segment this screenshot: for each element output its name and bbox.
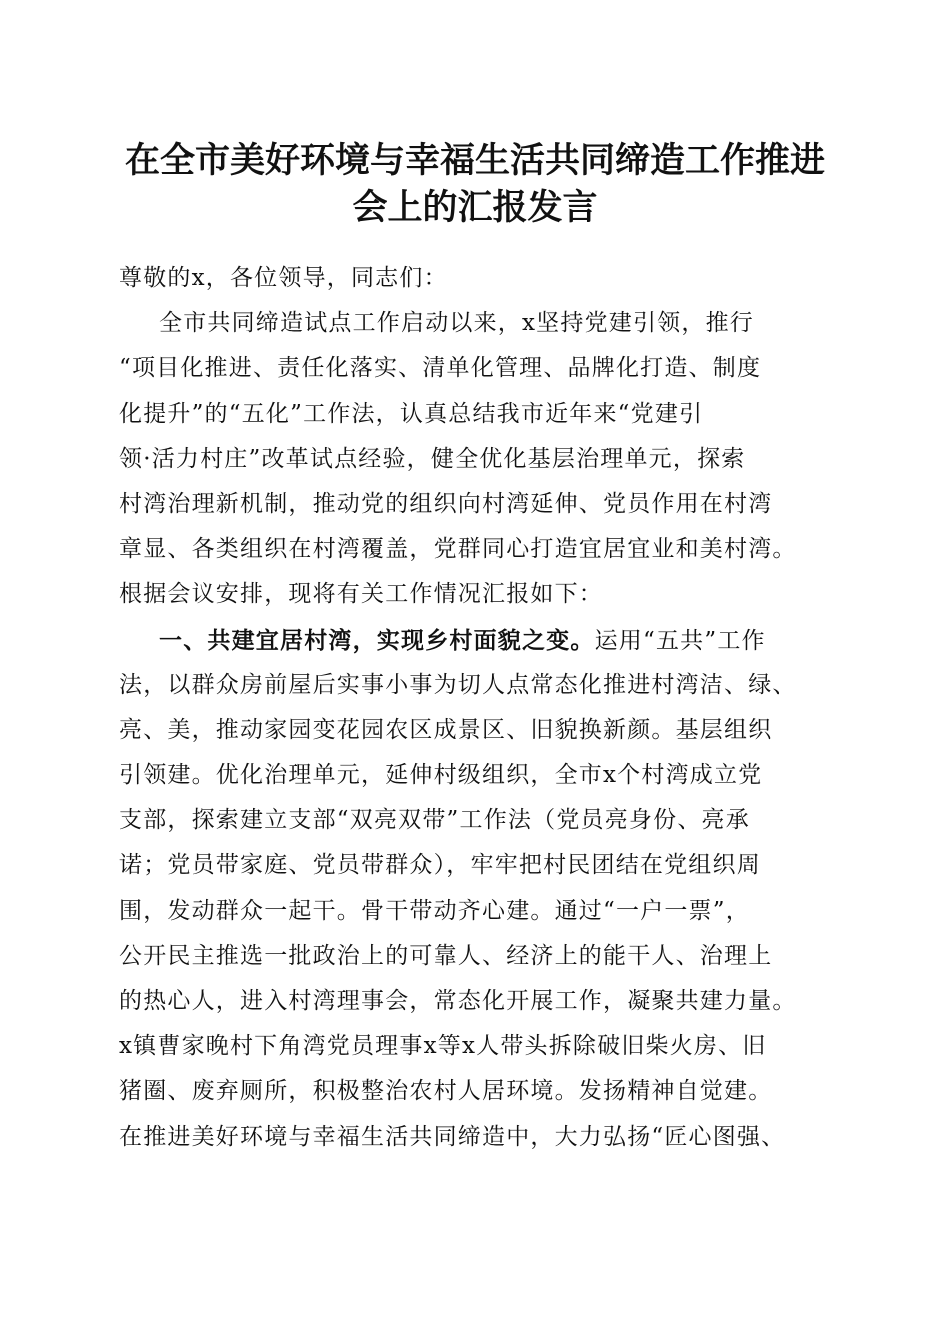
section-1-line: 支部，探索建立支部“双亮双带”工作法（党员亮身份、亮承 (119, 807, 750, 834)
section-1-line: 法，以群众房前屋后实事小事为切人点常态化推进村湾洁、绿、 (119, 671, 797, 698)
intro-line: 化提升”的“五化”工作法，认真总结我市近年来“党建引 (119, 400, 704, 427)
section-1-first-line-rest: 运用“五共”工作 (594, 627, 766, 654)
section-1-line: 围，发动群众一起干。骨干带动齐心建。通过“一户一票”， (119, 897, 750, 924)
intro-line: 村湾治理新机制，推动党的组织向村湾延伸、党员作用在村湾 (119, 490, 773, 517)
section-1-heading: 一、共建宜居村湾，实现乡村面貌之变。 (159, 626, 595, 654)
intro-line: 章显、各类组织在村湾覆盖，党群同心打造宜居宜业和美村湾。 (119, 536, 797, 563)
salutation: 尊敬的x，各位领导，同志们： (119, 265, 448, 291)
document-body (119, 256, 839, 1160)
section-1-line: 的热心人，进入村湾理事会，常态化开展工作，凝聚共建力量。 (119, 988, 797, 1014)
section-1-line: 公开民主推选一批政治上的可靠人、经济上的能干人、治理上 (119, 942, 773, 969)
document-title (0, 137, 950, 231)
intro-line: 领·活力村庄”改革试点经验，健全优化基层治理单元，探索 (119, 445, 746, 472)
section-1-line: 引领建。优化治理单元，延伸村级组织，全市x个村湾成立党 (119, 762, 763, 789)
section-1-line: 猪圈、废弃厕所，积极整治农村人居环境。发扬精神自觉建。 (119, 1078, 773, 1105)
section-1-line: 诺；党员带家庭、党员带群众），牢牢把村民团结在党组织周 (119, 852, 761, 879)
title-line-2: 会上的汇报发言 (352, 187, 598, 228)
section-1-line: 在推进美好环境与幸福生活共同缔造中，大力弘扬“匠心图强、 (119, 1123, 786, 1150)
section-1-line: 亮、美，推动家园变花园农区成景区、旧貌换新颜。基层组织 (119, 716, 773, 743)
title-line-1: 在全市美好环境与幸福生活共同缔造工作推进 (124, 140, 825, 181)
section-1-line: x镇曹家晚村下角湾党员理事x等x人带头拆除破旧柴火房、旧 (119, 1033, 767, 1060)
intro-line: 全市共同缔造试点工作启动以来，x坚持党建引领，推行 (159, 310, 754, 337)
section-1-first-line (119, 618, 839, 663)
intro-line: “项目化推进、责任化落实、清单化管理、品牌化打造、制度 (119, 355, 762, 382)
intro-line: 根据会议安排，现将有关工作情况汇报如下： (119, 581, 603, 608)
